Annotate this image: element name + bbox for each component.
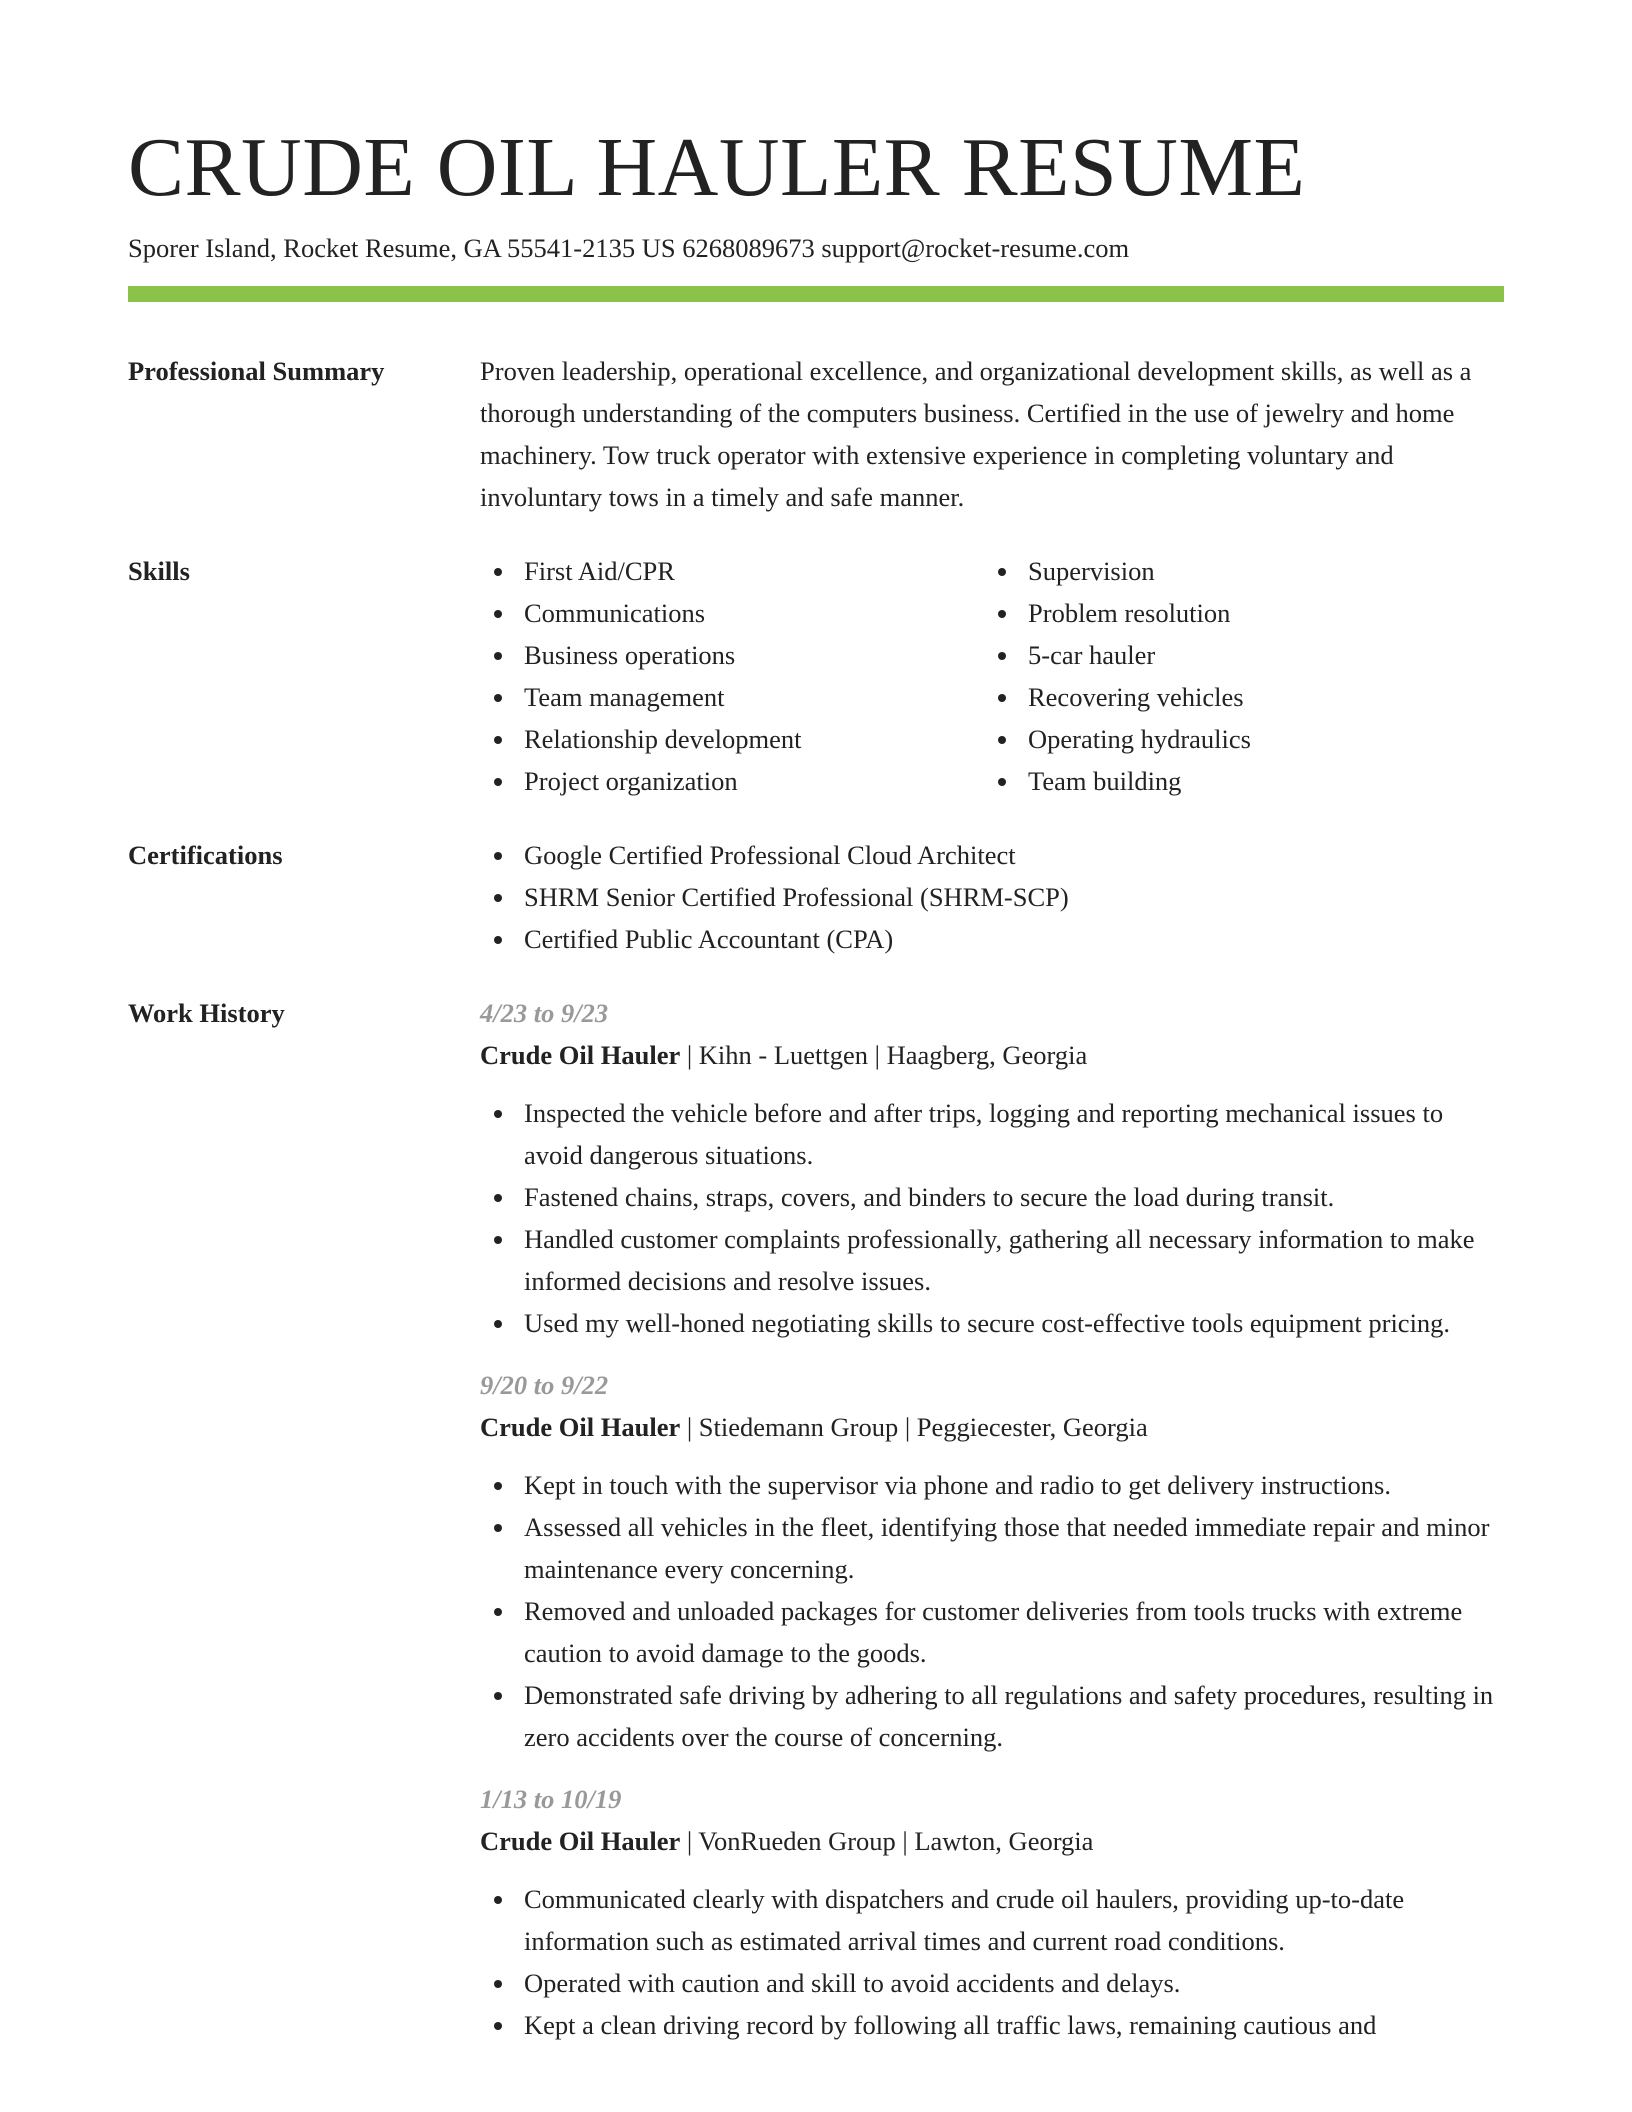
work-history-label: Work History <box>128 998 285 1028</box>
job-duties-list <box>480 1464 1504 1758</box>
job-title: Crude Oil Hauler <box>480 1826 681 1856</box>
job-dates: 4/23 to 9/23 <box>480 998 609 1028</box>
job-company-location: | Stiedemann Group | Peggiecester, Georgia <box>680 1412 1148 1442</box>
contact-line: Sporer Island, Rocket Resume, GA 55541-2135 US 6268089673 support@rocket-resume.com <box>128 233 1130 263</box>
resume-page <box>128 0 1504 2112</box>
job-duty-item: Demonstrated safe driving by adhering to all regulations and safety procedures, resulting in zero accidents over the course of concerning. <box>480 1674 1504 1758</box>
job-duty-item: Removed and unloaded packages for customer deliveries from tools trucks with extreme caution to avoid damage to the goods. <box>480 1590 1504 1674</box>
skill-item: 5-car hauler <box>984 634 1488 676</box>
job-duty-item: Kept a clean driving record by following all traffic laws, remaining cautious and <box>480 2004 1504 2046</box>
job-duty-item: Inspected the vehicle before and after trips, logging and reporting mechanical issues to avoid dangerous situations. <box>480 1092 1504 1176</box>
job-duties-list <box>480 1092 1504 1344</box>
skills-list-right <box>984 550 1488 802</box>
certification-item: Certified Public Accountant (CPA) <box>480 918 1504 960</box>
job-duty-item: Communicated clearly with dispatchers and crude oil haulers, providing up-to-date information such as estimated arrival times and current road conditions. <box>480 1878 1504 1962</box>
certifications-list <box>480 834 1504 960</box>
summary-label: Professional Summary <box>128 356 385 386</box>
skill-item: Supervision <box>984 550 1488 592</box>
job-duty-item: Kept in touch with the supervisor via phone and radio to get delivery instructions. <box>480 1464 1504 1506</box>
skill-item: Team management <box>480 676 984 718</box>
skills-list-left <box>480 550 984 802</box>
job-company-location: | Kihn - Luettgen | Haagberg, Georgia <box>680 1040 1088 1070</box>
job-heading <box>480 1034 1504 1076</box>
certifications-body <box>480 834 1504 960</box>
certification-item: SHRM Senior Certified Professional (SHRM-SCP) <box>480 876 1504 918</box>
job-duties-list <box>480 1878 1504 2046</box>
job-title: Crude Oil Hauler <box>480 1040 681 1070</box>
certifications-label: Certifications <box>128 840 283 870</box>
skill-item: Operating hydraulics <box>984 718 1488 760</box>
job-heading <box>480 1406 1504 1448</box>
summary-text: Proven leadership, operational excellence, and organizational development skills, as well as a thorough understanding of the computers business. Certified in the use of jewelry and home machinery. Tow truck operator with extensive experience in completing voluntary and involuntary tows in a timely and safe manner. <box>480 356 1472 512</box>
job-duty-item: Operated with caution and skill to avoid accidents and delays. <box>480 1962 1504 2004</box>
job-duty-item: Used my well-honed negotiating skills to secure cost-effective tools equipment pricing. <box>480 1302 1504 1344</box>
header-divider <box>128 286 1504 302</box>
skill-item: Communications <box>480 592 984 634</box>
job-entry <box>480 992 1504 1344</box>
job-duty-item: Assessed all vehicles in the fleet, identifying those that needed immediate repair and minor maintenance every concerning. <box>480 1506 1504 1590</box>
skill-item: Project organization <box>480 760 984 802</box>
job-duty-item: Handled customer complaints professionally, gathering all necessary information to make informed decisions and resolve issues. <box>480 1218 1504 1302</box>
skill-item: Team building <box>984 760 1488 802</box>
job-entry <box>480 1778 1504 2046</box>
skill-item: Recovering vehicles <box>984 676 1488 718</box>
skill-item: Business operations <box>480 634 984 676</box>
skills-label: Skills <box>128 556 190 586</box>
resume-title: CRUDE OIL HAULER RESUME <box>128 121 1306 214</box>
job-company-location: | VonRueden Group | Lawton, Georgia <box>680 1826 1094 1856</box>
certification-item: Google Certified Professional Cloud Architect <box>480 834 1504 876</box>
skills-body <box>480 550 1504 802</box>
skill-item: First Aid/CPR <box>480 550 984 592</box>
job-entry <box>480 1364 1504 1758</box>
job-heading <box>480 1820 1504 1862</box>
skill-item: Relationship development <box>480 718 984 760</box>
skill-item: Problem resolution <box>984 592 1488 634</box>
job-dates: 9/20 to 9/22 <box>480 1370 609 1400</box>
job-duty-item: Fastened chains, straps, covers, and binders to secure the load during transit. <box>480 1176 1504 1218</box>
work-history-body <box>480 992 1504 2066</box>
job-dates: 1/13 to 10/19 <box>480 1784 622 1814</box>
job-title: Crude Oil Hauler <box>480 1412 681 1442</box>
